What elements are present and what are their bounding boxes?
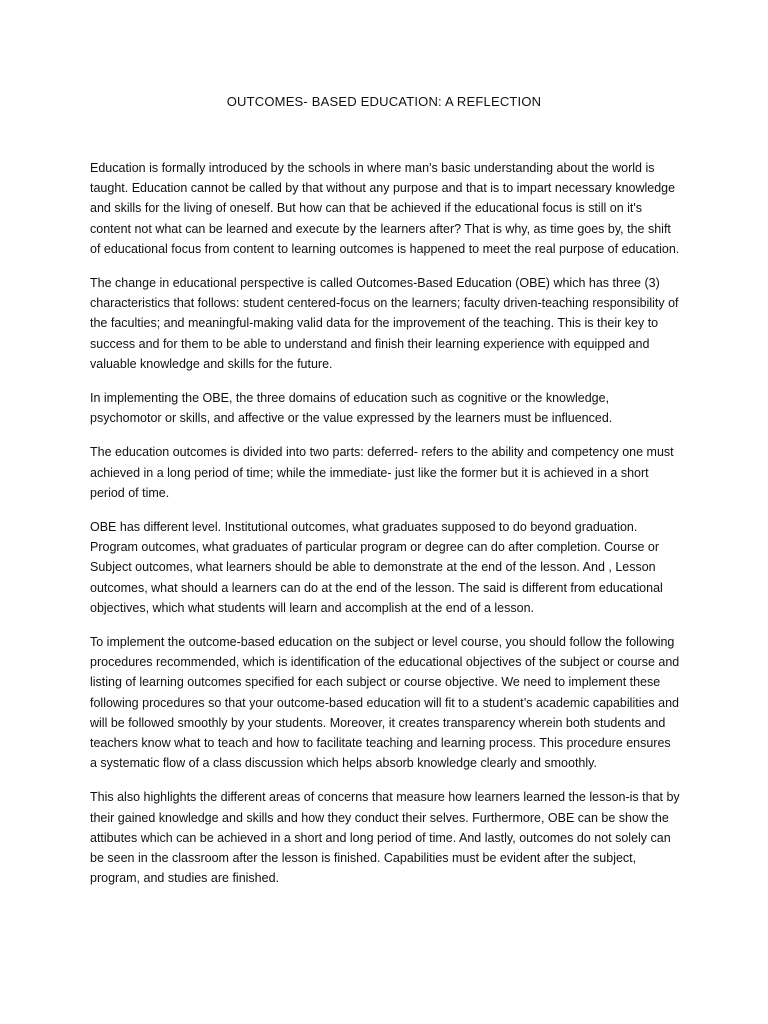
paragraph-3: In implementing the OBE, the three domains of education such as cognitive or the knowledge, psychomotor or skills, and affective or the value expressed by the learners must be influenced.	[90, 391, 613, 426]
paragraph-2: The change in educational perspective is called Outcomes-Based Education (OBE) which has three (3) characteristics that follows: student centered-focus on the learners; faculty driven-teaching responsibility of the faculties; and meaningful-making valid data for the improvement of the teaching. This is their key to success and for them to be able to understand and finish their learning experience with equipped and valuable knowledge and skills for the future.	[90, 276, 679, 371]
document-body	[90, 158, 680, 903]
paragraph-6: To implement the outcome-based education on the subject or level course, you should follow the following procedures recommended, which is identification of the educational objectives of the subject or course and listing of learning outcomes specified for each subject or course objective. We need to implement these following procedures so that your outcome-based education will fit to a student’s academic capabilities and will be followed smoothly by your students. Moreover, it creates transparency wherein both students and teachers know what to teach and how to facilitate teaching and learning process. This procedure ensures a systematic flow of a class discussion which helps absorb knowledge clearly and smoothly.	[90, 635, 680, 771]
paragraph-4: The education outcomes is divided into two parts: deferred- refers to the ability and competency one must achieved in a long period of time; while the immediate- just like the former but it is achieved in a short period of time.	[90, 445, 674, 500]
paragraph-5: OBE has different level. Institutional outcomes, what graduates supposed to do beyond graduation. Program outcomes, what graduates of particular program or degree can do after completion. Course or Subject outcomes, what learners should be able to demonstrate at the end of the lesson. And , Lesson outcomes, what should a learners can do at the end of the lesson. The said is different from educational objectives, which what students will learn and accomplish at the end of a lesson.	[90, 520, 663, 615]
paragraph-7: This also highlights the different areas of concerns that measure how learners learned the lesson-is that by their gained knowledge and skills and how they conduct their selves. Furthermore, OBE can be show the attibutes which can be achieved in a short and long period of time. And lastly, outcomes do not solely can be seen in the classroom after the lesson is finished. Capabilities must be evident after the subject, program, and studies are finished.	[90, 790, 680, 886]
paragraph-1: Education is formally introduced by the schools in where man's basic understanding about the world is taught. Education cannot be called by that without any purpose and that is to impart necessary knowledge and skills for the living of oneself. But how can that be achieved if the educational focus is still on it's content not what can be learned and execute by the learners after? That is why, as time goes by, the shift of educational focus from content to learning outcomes is happened to meet the real purpose of education.	[90, 161, 680, 256]
document-title: OUTCOMES- BASED EDUCATION: A REFLECTION	[226, 94, 542, 109]
